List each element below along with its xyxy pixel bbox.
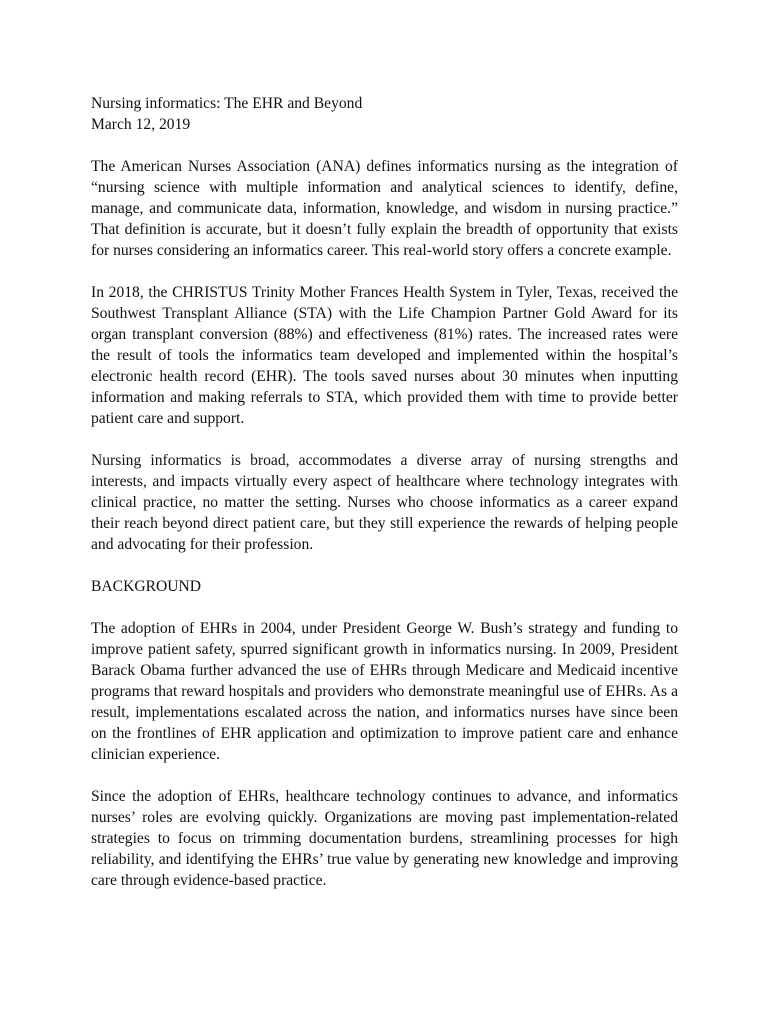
paragraph-christus-story: In 2018, the CHRISTUS Trinity Mother Frances Health System in Tyler, Texas, received the Southwest Transplant Alliance (STA) with the Life Champion Partner Gold Award for its organ transplant conversion (88%) and effectiveness (81%) rates. The increased rates were the result of tools the informatics team developed and implemented within the hospital’s electronic health record (EHR). The tools saved nurses about 30 minutes when inputting information and making referrals to STA, which provided them with time to provide better patient care and support. — [91, 284, 678, 427]
document-page — [91, 93, 678, 912]
paragraph-roles-evolving: Since the adoption of EHRs, healthcare technology continues to advance, and informatics nurses’ roles are evolving quickly. Organizations are moving past implementation-related strategies to focus on trimming documentation burdens, streamlining processes for high reliability, and identifying the EHRs’ true value by generating new knowledge and improving care through evidence-based practice. — [91, 788, 678, 889]
section-heading-background: BACKGROUND — [91, 578, 202, 595]
document-date: March 12, 2019 — [91, 116, 191, 133]
paragraph-informatics-broad: Nursing informatics is broad, accommodates a diverse array of nursing strengths and interests, and impacts virtually every aspect of healthcare where technology integrates with clinical practice, no matter the setting. Nurses who choose informatics as a career expand their reach beyond direct patient care, but they still experience the rewards of helping people and advocating for their profession. — [91, 452, 678, 553]
paragraph-ehr-adoption: The adoption of EHRs in 2004, under President George W. Bush’s strategy and funding to improve patient safety, spurred significant growth in informatics nursing. In 2009, President Barack Obama further advanced the use of EHRs through Medicare and Medicaid incentive programs that reward hospitals and providers who demonstrate meaningful use of EHRs. As a result, implementations escalated across the nation, and informatics nurses have since been on the frontlines of EHR application and optimization to improve patient care and enhance clinician experience. — [91, 620, 678, 763]
paragraph-ana-definition: The American Nurses Association (ANA) defines informatics nursing as the integration of “nursing science with multiple information and analytical sciences to identify, define, manage, and communicate data, information, knowledge, and wisdom in nursing practice.” That definition is accurate, but it doesn’t fully explain the breadth of opportunity that exists for nurses considering an informatics career. This real-world story offers a concrete example. — [91, 158, 678, 259]
document-header — [91, 93, 678, 135]
document-title: Nursing informatics: The EHR and Beyond — [91, 95, 363, 112]
